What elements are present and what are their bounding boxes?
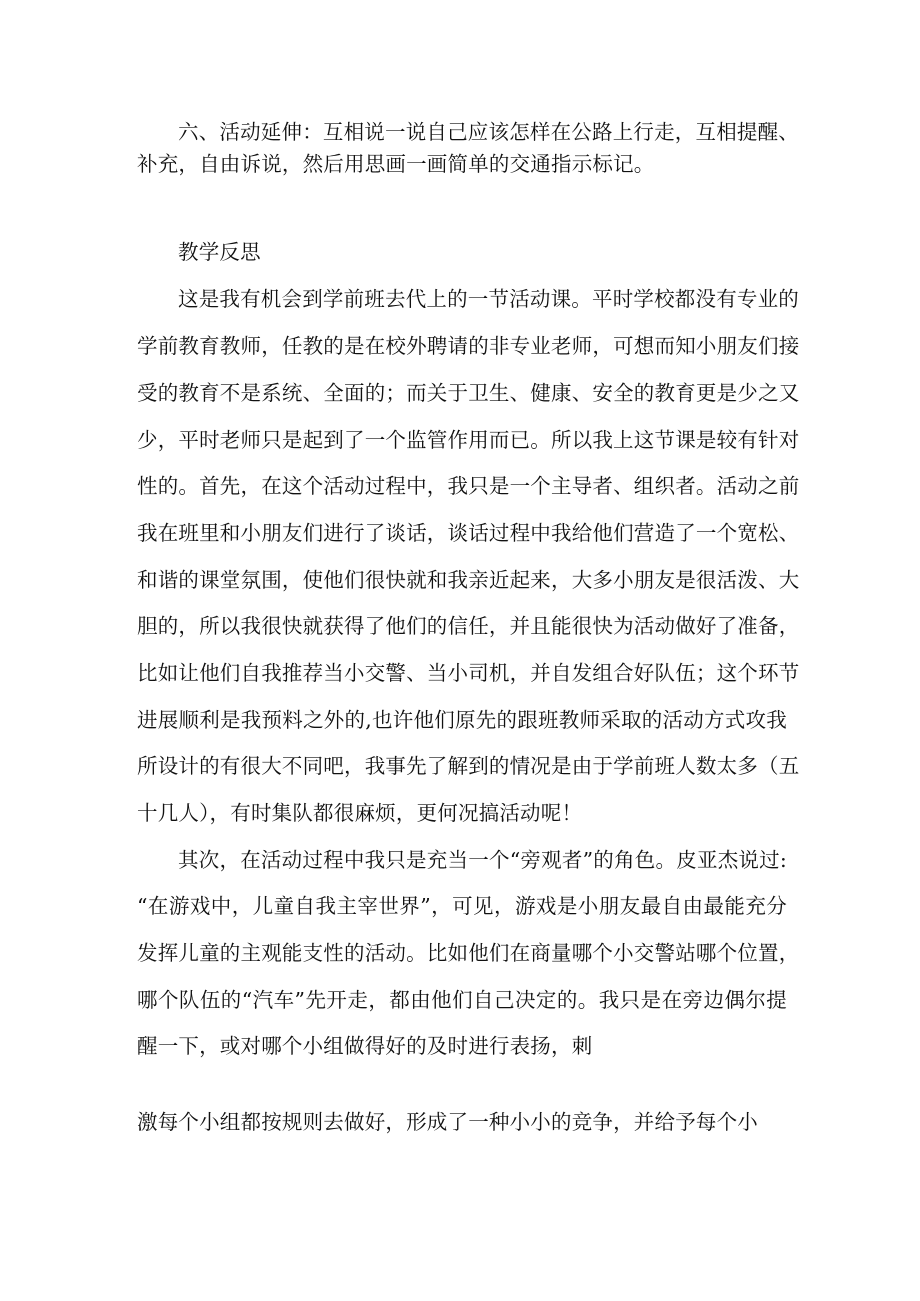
paragraph1-line-5: 性的。首先，在这个活动过程中，我只是一个主导者、组织者。活动之前 [137,474,800,498]
paragraph2-line-1: 其次，在活动过程中我只是充当一个“旁观者”的角色。皮亚杰说过: [178,848,787,872]
reflection-title: 教学反思 [178,240,261,264]
paragraph1-line-8: 胆的，所以我很快就获得了他们的信任，并且能很快为活动做好了准备， [137,614,800,638]
paragraph1-line-3: 受的教育不是系统、全面的；而关于卫生、健康、安全的教育更是少之又 [137,381,800,405]
paragraph1-line-12: 十几人），有时集队都很麻烦，更何况搞活动呢！ [137,801,583,825]
section6-line-2: 补充，自由诉说，然后用思画一画简单的交通指示标记。 [137,152,655,176]
paragraph1-line-4: 少，平时老师只是起到了一个监管作用而已。所以我上这节课是较有针对 [137,428,800,452]
paragraph1-line-11: 所设计的有很大不同吧，我事先了解到的情况是由于学前班人数太多（五 [137,754,800,778]
paragraph1-line-2: 学前教育教师，任教的是在校外聘请的非专业老师，可想而知小朋友们接 [137,334,800,358]
paragraph3-line-1: 激每个小组都按规则去做好，形成了一种小小的竞争，并给予每个小 [137,1110,758,1134]
paragraph2-line-4: 哪个队伍的“汽车”先开走，都由他们自己决定的。我只是在旁边偶尔提 [137,988,787,1012]
paragraph2-line-2: “在游戏中，儿童自我主宰世界”，可见，游戏是小朋友最自由最能充分 [137,894,787,918]
paragraph1-line-9: 比如让他们自我推荐当小交警、当小司机，并自发组合好队伍；这个环节 [137,661,800,685]
section6-line-1: 六、活动延伸：互相说一说自己应该怎样在公路上行走，互相提醒、 [178,120,799,144]
paragraph1-line-7: 和谐的课堂氛围，使他们很快就和我亲近起来，大多小朋友是很活泼、大 [137,568,800,592]
paragraph2-line-5: 醒一下，或对哪个小组做得好的及时进行表扬，刺 [137,1034,593,1058]
paragraph2-line-3: 发挥儿童的主观能支性的活动。比如他们在商量哪个小交警站哪个位置， [137,941,800,965]
paragraph1-line-10: 进展顺利是我预料之外的,也许他们原先的跟班教师采取的活动方式攻我 [137,708,787,732]
paragraph1-line-1: 这是我有机会到学前班去代上的一节活动课。平时学校都没有专业的 [178,287,799,311]
paragraph1-line-6: 我在班里和小朋友们进行了谈话，谈话过程中我给他们营造了一个宽松、 [137,521,800,545]
